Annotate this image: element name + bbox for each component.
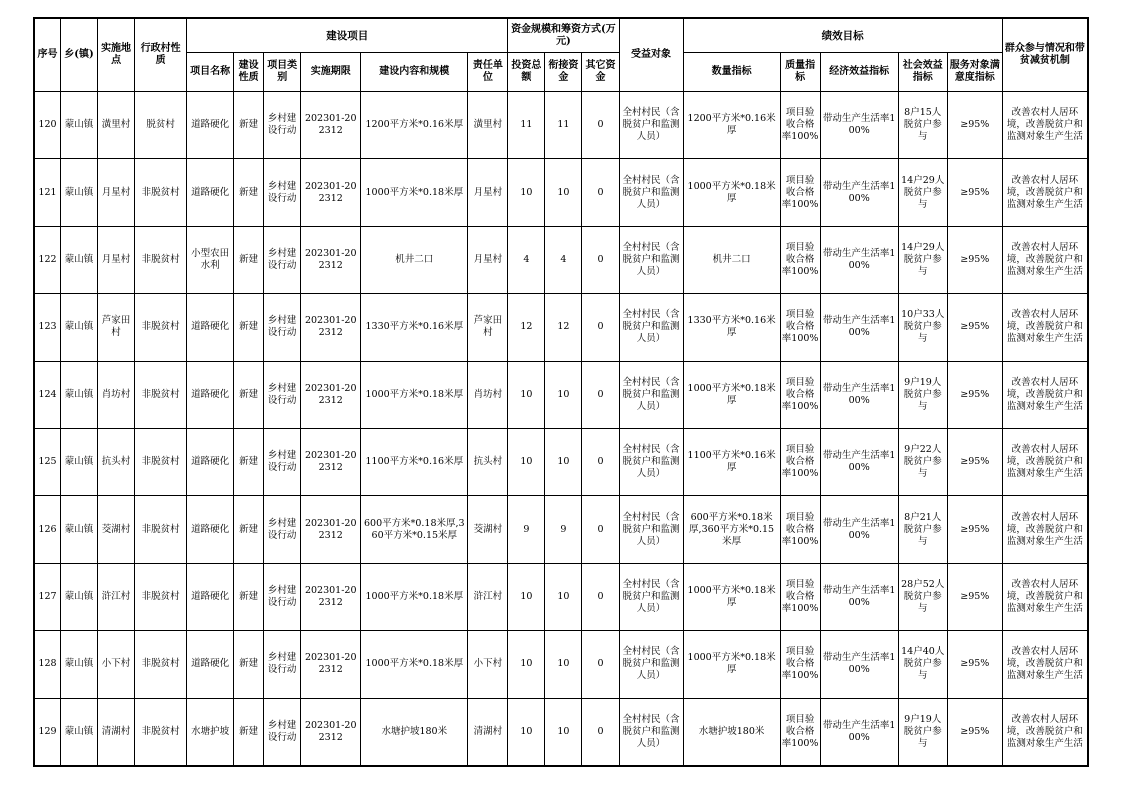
header-other-funds: 其它资金 [582, 53, 619, 92]
table-row [35, 496, 1088, 563]
cell-economic: 带动生产生活率100% [820, 294, 898, 361]
cell-quality: 项目验收合格率100% [780, 631, 820, 698]
cell-project-category: 乡村建设行动 [264, 159, 301, 226]
cell-location: 芦家田村 [98, 294, 135, 361]
cell-period: 202301-202312 [301, 294, 361, 361]
cell-build-nature: 新建 [234, 698, 264, 765]
cell-village-type: 非脱贫村 [135, 698, 187, 765]
table-row [35, 226, 1088, 293]
cell-township: 蒙山镇 [61, 361, 98, 428]
cell-economic: 带动生产生活率100% [820, 428, 898, 495]
cell-mechanism: 改善农村人居环境，改善脱贫户和监测对象生产生活 [1002, 294, 1087, 361]
table-row [35, 563, 1088, 630]
cell-township: 蒙山镇 [61, 563, 98, 630]
cell-satisfaction: ≥95% [947, 496, 1002, 563]
cell-village-type: 非脱贫村 [135, 226, 187, 293]
cell-quantity: 机井二口 [683, 226, 780, 293]
cell-location: 肖坊村 [98, 361, 135, 428]
cell-quantity: 1000平方米*0.18米厚 [683, 159, 780, 226]
cell-content: 1000平方米*0.18米厚 [361, 563, 468, 630]
cell-linked: 9 [545, 496, 582, 563]
table-row [35, 294, 1088, 361]
cell-unit: 芦家田村 [468, 294, 508, 361]
table-row [35, 631, 1088, 698]
cell-build-nature: 新建 [234, 361, 264, 428]
cell-economic: 带动生产生活率100% [820, 698, 898, 765]
cell-project-category: 乡村建设行动 [264, 294, 301, 361]
cell-township: 蒙山镇 [61, 294, 98, 361]
cell-linked: 10 [545, 698, 582, 765]
cell-social: 14户40人脱贫户参与 [898, 631, 947, 698]
cell-township: 蒙山镇 [61, 428, 98, 495]
cell-village-type: 脱贫村 [135, 92, 187, 159]
cell-economic: 带动生产生活率100% [820, 92, 898, 159]
cell-build-nature: 新建 [234, 428, 264, 495]
cell-location: 清湖村 [98, 698, 135, 765]
cell-linked: 10 [545, 563, 582, 630]
header-performance: 绩效目标 [683, 19, 1002, 53]
cell-unit: 茭湖村 [468, 496, 508, 563]
cell-beneficiary: 全村村民（含脱贫户和监测人员） [619, 159, 683, 226]
cell-other: 0 [582, 159, 619, 226]
cell-mechanism: 改善农村人居环境，改善脱贫户和监测对象生产生活 [1002, 361, 1087, 428]
cell-township: 蒙山镇 [61, 631, 98, 698]
cell-mechanism: 改善农村人居环境，改善脱贫户和监测对象生产生活 [1002, 496, 1087, 563]
cell-total: 11 [508, 92, 545, 159]
table-header [35, 19, 1088, 92]
cell-unit: 月星村 [468, 226, 508, 293]
cell-satisfaction: ≥95% [947, 631, 1002, 698]
header-satisfaction-indicator: 服务对象满意度指标 [947, 53, 1002, 92]
cell-quality: 项目验收合格率100% [780, 294, 820, 361]
cell-satisfaction: ≥95% [947, 563, 1002, 630]
cell-build-nature: 新建 [234, 496, 264, 563]
cell-project-name: 道路硬化 [187, 631, 234, 698]
cell-project-category: 乡村建设行动 [264, 361, 301, 428]
cell-social: 14户29人脱贫户参与 [898, 159, 947, 226]
cell-project-name: 道路硬化 [187, 563, 234, 630]
cell-unit: 潢里村 [468, 92, 508, 159]
cell-beneficiary: 全村村民（含脱贫户和监测人员） [619, 92, 683, 159]
header-location: 实施地点 [98, 19, 135, 92]
cell-township: 蒙山镇 [61, 496, 98, 563]
cell-build-nature: 新建 [234, 92, 264, 159]
cell-period: 202301-202312 [301, 226, 361, 293]
cell-village-type: 非脱贫村 [135, 496, 187, 563]
cell-quantity: 1200平方米*0.16米厚 [683, 92, 780, 159]
cell-total: 4 [508, 226, 545, 293]
table-body [35, 92, 1088, 766]
cell-mechanism: 改善农村人居环境，改善脱贫户和监测对象生产生活 [1002, 631, 1087, 698]
cell-quality: 项目验收合格率100% [780, 226, 820, 293]
cell-linked: 4 [545, 226, 582, 293]
cell-seq: 127 [35, 563, 61, 630]
cell-seq: 128 [35, 631, 61, 698]
header-township: 乡(镇) [61, 19, 98, 92]
table-row [35, 698, 1088, 765]
cell-village-type: 非脱贫村 [135, 159, 187, 226]
cell-period: 202301-202312 [301, 496, 361, 563]
cell-linked: 10 [545, 428, 582, 495]
cell-township: 蒙山镇 [61, 92, 98, 159]
cell-other: 0 [582, 496, 619, 563]
cell-satisfaction: ≥95% [947, 159, 1002, 226]
cell-linked: 10 [545, 361, 582, 428]
cell-satisfaction: ≥95% [947, 226, 1002, 293]
cell-project-category: 乡村建设行动 [264, 92, 301, 159]
cell-beneficiary: 全村村民（含脱贫户和监测人员） [619, 631, 683, 698]
header-responsible-unit: 责任单位 [468, 53, 508, 92]
cell-social: 8户21人脱贫户参与 [898, 496, 947, 563]
cell-seq: 129 [35, 698, 61, 765]
cell-period: 202301-202312 [301, 428, 361, 495]
cell-unit: 肖坊村 [468, 361, 508, 428]
cell-economic: 带动生产生活率100% [820, 631, 898, 698]
cell-social: 14户29人脱贫户参与 [898, 226, 947, 293]
cell-mechanism: 改善农村人居环境，改善脱贫户和监测对象生产生活 [1002, 563, 1087, 630]
cell-location: 小下村 [98, 631, 135, 698]
cell-total: 12 [508, 294, 545, 361]
cell-total: 10 [508, 159, 545, 226]
cell-period: 202301-202312 [301, 563, 361, 630]
cell-content: 600平方米*0.18米厚,360平方米*0.15米厚 [361, 496, 468, 563]
cell-total: 10 [508, 361, 545, 428]
cell-unit: 小下村 [468, 631, 508, 698]
cell-village-type: 非脱贫村 [135, 361, 187, 428]
header-quantity-indicator: 数量指标 [683, 53, 780, 92]
cell-satisfaction: ≥95% [947, 361, 1002, 428]
cell-satisfaction: ≥95% [947, 294, 1002, 361]
cell-project-name: 道路硬化 [187, 428, 234, 495]
cell-period: 202301-202312 [301, 631, 361, 698]
header-linked-funds: 衔接资金 [545, 53, 582, 92]
cell-seq: 124 [35, 361, 61, 428]
cell-build-nature: 新建 [234, 563, 264, 630]
cell-linked: 12 [545, 294, 582, 361]
header-mechanism: 群众参与情况和带贫减贫机制 [1002, 19, 1087, 92]
cell-seq: 125 [35, 428, 61, 495]
cell-quantity: 1100平方米*0.16米厚 [683, 428, 780, 495]
header-period: 实施期限 [301, 53, 361, 92]
cell-total: 10 [508, 563, 545, 630]
cell-build-nature: 新建 [234, 159, 264, 226]
cell-linked: 11 [545, 92, 582, 159]
cell-quantity: 水塘护坡180米 [683, 698, 780, 765]
cell-economic: 带动生产生活率100% [820, 159, 898, 226]
cell-social: 8户15人脱贫户参与 [898, 92, 947, 159]
cell-mechanism: 改善农村人居环境，改善脱贫户和监测对象生产生活 [1002, 428, 1087, 495]
cell-build-nature: 新建 [234, 631, 264, 698]
cell-quality: 项目验收合格率100% [780, 428, 820, 495]
header-seq: 序号 [35, 19, 61, 92]
cell-quantity: 1000平方米*0.18米厚 [683, 563, 780, 630]
cell-unit: 清湖村 [468, 698, 508, 765]
table-row [35, 92, 1088, 159]
cell-economic: 带动生产生活率100% [820, 226, 898, 293]
cell-seq: 120 [35, 92, 61, 159]
cell-location: 月星村 [98, 226, 135, 293]
cell-seq: 123 [35, 294, 61, 361]
table-row [35, 361, 1088, 428]
cell-seq: 121 [35, 159, 61, 226]
cell-content: 1100平方米*0.16米厚 [361, 428, 468, 495]
cell-mechanism: 改善农村人居环境，改善脱贫户和监测对象生产生活 [1002, 226, 1087, 293]
header-project-name: 项目名称 [187, 53, 234, 92]
cell-linked: 10 [545, 631, 582, 698]
cell-content: 机井二口 [361, 226, 468, 293]
cell-other: 0 [582, 226, 619, 293]
project-table [34, 18, 1088, 766]
cell-total: 9 [508, 496, 545, 563]
header-social-indicator: 社会效益指标 [898, 53, 947, 92]
cell-beneficiary: 全村村民（含脱贫户和监测人员） [619, 294, 683, 361]
cell-project-name: 道路硬化 [187, 159, 234, 226]
header-project-category: 项目类别 [264, 53, 301, 92]
cell-quality: 项目验收合格率100% [780, 698, 820, 765]
cell-seq: 122 [35, 226, 61, 293]
cell-mechanism: 改善农村人居环境，改善脱贫户和监测对象生产生活 [1002, 92, 1087, 159]
cell-social: 9户19人脱贫户参与 [898, 361, 947, 428]
cell-project-name: 道路硬化 [187, 361, 234, 428]
table-row [35, 159, 1088, 226]
cell-content: 1000平方米*0.18米厚 [361, 631, 468, 698]
cell-social: 9户19人脱贫户参与 [898, 698, 947, 765]
cell-location: 茭湖村 [98, 496, 135, 563]
cell-social: 9户22人脱贫户参与 [898, 428, 947, 495]
cell-project-name: 水塘护坡 [187, 698, 234, 765]
cell-project-name: 道路硬化 [187, 294, 234, 361]
cell-quality: 项目验收合格率100% [780, 361, 820, 428]
cell-satisfaction: ≥95% [947, 92, 1002, 159]
cell-other: 0 [582, 361, 619, 428]
cell-beneficiary: 全村村民（含脱贫户和监测人员） [619, 361, 683, 428]
cell-economic: 带动生产生活率100% [820, 563, 898, 630]
cell-quality: 项目验收合格率100% [780, 496, 820, 563]
cell-location: 抗头村 [98, 428, 135, 495]
header-funding: 资金规模和筹资方式(万元) [508, 19, 619, 53]
cell-other: 0 [582, 294, 619, 361]
cell-township: 蒙山镇 [61, 159, 98, 226]
cell-total: 10 [508, 698, 545, 765]
cell-quality: 项目验收合格率100% [780, 92, 820, 159]
cell-linked: 10 [545, 159, 582, 226]
cell-period: 202301-202312 [301, 698, 361, 765]
cell-unit: 抗头村 [468, 428, 508, 495]
cell-quality: 项目验收合格率100% [780, 563, 820, 630]
cell-project-category: 乡村建设行动 [264, 428, 301, 495]
cell-project-category: 乡村建设行动 [264, 496, 301, 563]
cell-build-nature: 新建 [234, 294, 264, 361]
cell-location: 潢里村 [98, 92, 135, 159]
cell-project-name: 小型农田水利 [187, 226, 234, 293]
cell-location: 浒江村 [98, 563, 135, 630]
header-build-nature: 建设性质 [234, 53, 264, 92]
cell-other: 0 [582, 698, 619, 765]
cell-economic: 带动生产生活率100% [820, 496, 898, 563]
cell-quantity: 600平方米*0.18米厚,360平方米*0.15米厚 [683, 496, 780, 563]
header-village-type: 行政村性质 [135, 19, 187, 92]
cell-social: 28户52人脱贫户参与 [898, 563, 947, 630]
cell-village-type: 非脱贫村 [135, 428, 187, 495]
cell-content: 1000平方米*0.18米厚 [361, 159, 468, 226]
header-quality-indicator: 质量指标 [780, 53, 820, 92]
cell-economic: 带动生产生活率100% [820, 361, 898, 428]
cell-satisfaction: ≥95% [947, 698, 1002, 765]
cell-other: 0 [582, 563, 619, 630]
cell-project-name: 道路硬化 [187, 496, 234, 563]
cell-township: 蒙山镇 [61, 698, 98, 765]
cell-beneficiary: 全村村民（含脱贫户和监测人员） [619, 496, 683, 563]
cell-quantity: 1330平方米*0.16米厚 [683, 294, 780, 361]
cell-beneficiary: 全村村民（含脱贫户和监测人员） [619, 698, 683, 765]
cell-other: 0 [582, 631, 619, 698]
cell-location: 月星村 [98, 159, 135, 226]
cell-village-type: 非脱贫村 [135, 294, 187, 361]
cell-social: 10户33人脱贫户参与 [898, 294, 947, 361]
header-beneficiary: 受益对象 [619, 19, 683, 92]
header-economic-indicator: 经济效益指标 [820, 53, 898, 92]
cell-satisfaction: ≥95% [947, 428, 1002, 495]
cell-build-nature: 新建 [234, 226, 264, 293]
cell-content: 1200平方米*0.16米厚 [361, 92, 468, 159]
cell-content: 1000平方米*0.18米厚 [361, 361, 468, 428]
cell-project-category: 乡村建设行动 [264, 698, 301, 765]
cell-quantity: 1000平方米*0.18米厚 [683, 361, 780, 428]
cell-unit: 月星村 [468, 159, 508, 226]
header-content-scale: 建设内容和规模 [361, 53, 468, 92]
cell-project-category: 乡村建设行动 [264, 631, 301, 698]
cell-seq: 126 [35, 496, 61, 563]
cell-period: 202301-202312 [301, 92, 361, 159]
cell-village-type: 非脱贫村 [135, 563, 187, 630]
cell-beneficiary: 全村村民（含脱贫户和监测人员） [619, 226, 683, 293]
cell-content: 水塘护坡180米 [361, 698, 468, 765]
cell-period: 202301-202312 [301, 361, 361, 428]
cell-quantity: 1000平方米*0.18米厚 [683, 631, 780, 698]
header-construction-project: 建设项目 [187, 19, 508, 53]
cell-village-type: 非脱贫村 [135, 631, 187, 698]
cell-quality: 项目验收合格率100% [780, 159, 820, 226]
cell-project-name: 道路硬化 [187, 92, 234, 159]
cell-unit: 浒江村 [468, 563, 508, 630]
header-total-investment: 投资总额 [508, 53, 545, 92]
cell-project-category: 乡村建设行动 [264, 226, 301, 293]
cell-other: 0 [582, 92, 619, 159]
cell-mechanism: 改善农村人居环境，改善脱贫户和监测对象生产生活 [1002, 698, 1087, 765]
cell-beneficiary: 全村村民（含脱贫户和监测人员） [619, 563, 683, 630]
cell-project-category: 乡村建设行动 [264, 563, 301, 630]
cell-township: 蒙山镇 [61, 226, 98, 293]
cell-mechanism: 改善农村人居环境，改善脱贫户和监测对象生产生活 [1002, 159, 1087, 226]
cell-beneficiary: 全村村民（含脱贫户和监测人员） [619, 428, 683, 495]
table-row [35, 428, 1088, 495]
cell-total: 10 [508, 428, 545, 495]
cell-total: 10 [508, 631, 545, 698]
cell-other: 0 [582, 428, 619, 495]
cell-period: 202301-202312 [301, 159, 361, 226]
cell-content: 1330平方米*0.16米厚 [361, 294, 468, 361]
